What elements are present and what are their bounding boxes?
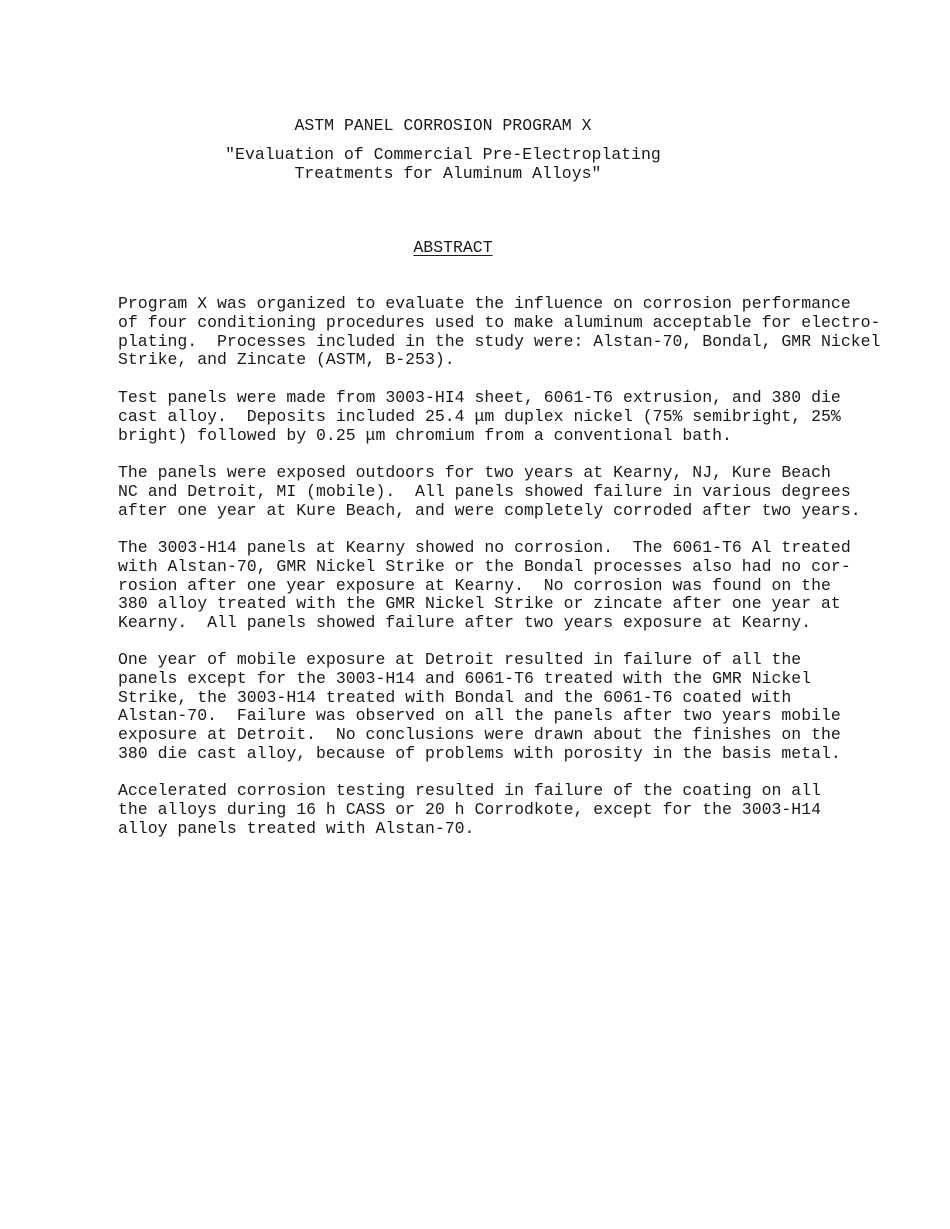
document-subtitle: "Evaluation of Commercial Pre-Electroplating Treatments for Aluminum Alloys" xyxy=(225,145,661,183)
abstract-paragraph-1: Program X was organized to evaluate the influence on corrosion performance of four conditioning procedures used to make aluminum acceptable for electro- plating. Processes included in the study were: Alstan-70, Bondal, GMR Nickel Strike, and Zincate (ASTM, B-253). xyxy=(118,294,881,370)
abstract-paragraph-5: One year of mobile exposure at Detroit resulted in failure of all the panels except for the 3003-H14 and 6061-T6 treated with the GMR Nickel Strike, the 3003-H14 treated with Bondal and the 6061-T6 coated with Alstan-70. Failure was observed on all the panels after two years mobile exposure at Detroit. No conclusions were drawn about the finishes on the 380 die cast alloy, because of problems with porosity in the basis metal. xyxy=(118,650,841,763)
abstract-heading-wrapper xyxy=(0,238,906,257)
abstract-paragraph-4: The 3003-H14 panels at Kearny showed no corrosion. The 6061-T6 Al treated with Alstan-70, GMR Nickel Strike or the Bondal processes also had no cor- rosion after one year exposure at Kearny. No corrosion was found on the 380 alloy treated with the GMR Nickel Strike or zincate after one year at Kearny. All panels showed failure after two years exposure at Kearny. xyxy=(118,538,851,633)
abstract-paragraph-6: Accelerated corrosion testing resulted in failure of the coating on all the alloys during 16 h CASS or 20 h Corrodkote, except for the 3003-H14 alloy panels treated with Alstan-70. xyxy=(118,781,822,838)
program-title: ASTM PANEL CORROSION PROGRAM X xyxy=(294,116,592,135)
abstract-heading: ABSTRACT xyxy=(413,238,493,257)
abstract-paragraph-2: Test panels were made from 3003-HI4 sheet, 6061-T6 extrusion, and 380 die cast alloy. Deposits included 25.4 μm duplex nickel (75% semibright, 25% bright) followed by 0.25 μm chromium from a conventional bath. xyxy=(118,388,841,445)
abstract-paragraph-3: The panels were exposed outdoors for two years at Kearny, NJ, Kure Beach NC and Detroit, MI (mobile). All panels showed failure in various degrees after one year at Kure Beach, and were completely corroded after two years. xyxy=(118,463,861,520)
